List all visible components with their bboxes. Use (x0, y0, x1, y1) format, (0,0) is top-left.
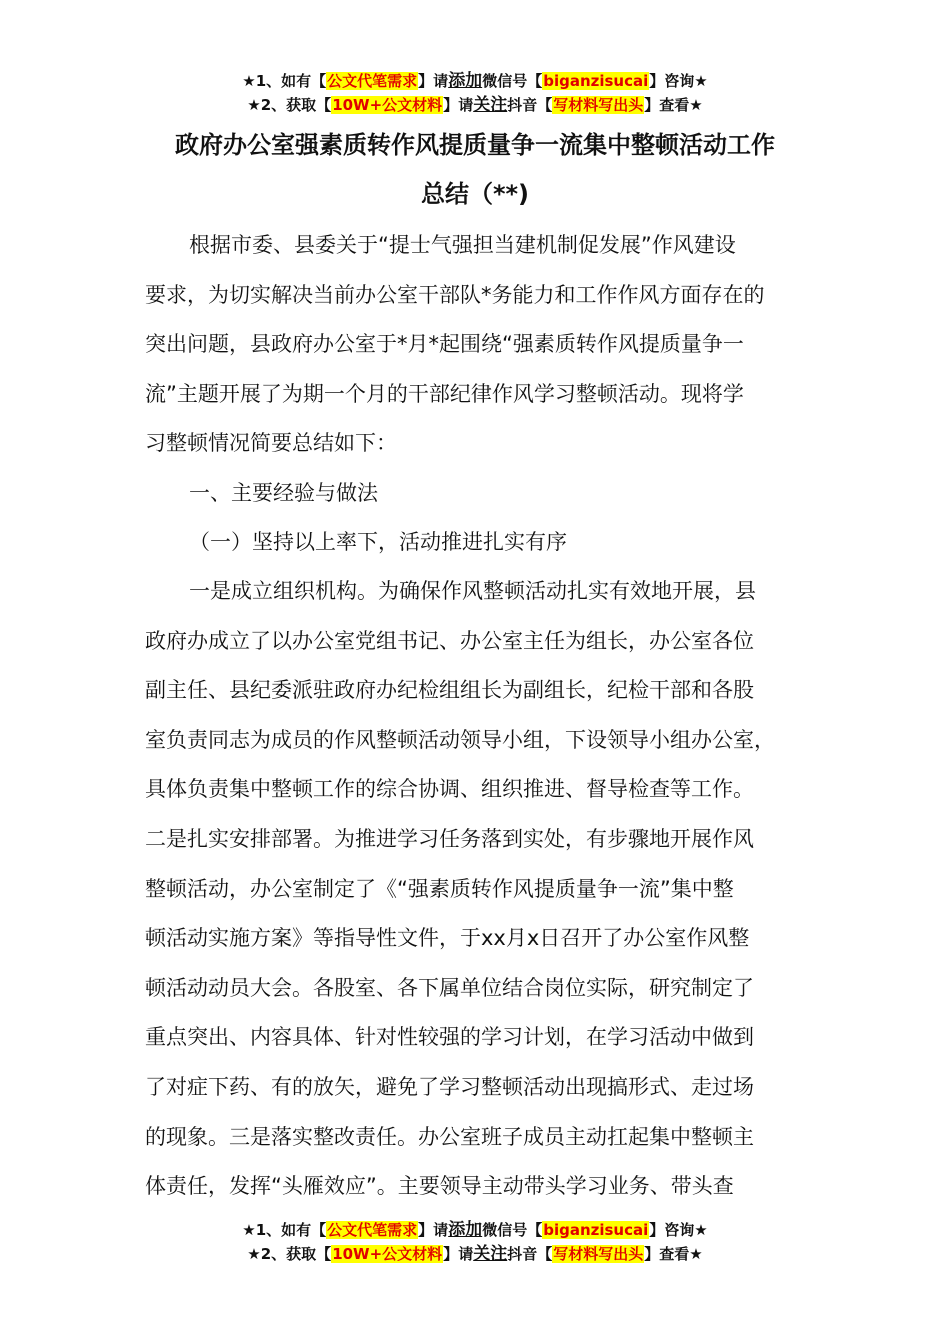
ad-text: 抖音【 (507, 1245, 553, 1263)
ad-text: 】请 (443, 1245, 474, 1263)
ad-text: ★2、获取【 (247, 1245, 332, 1263)
header-ad-line-2 (0, 94, 950, 116)
footer-ad-line-1 (0, 1219, 950, 1241)
document-title-line-1: 政府办公室强素质转作风提质量争一流集中整顿活动工作 (175, 131, 775, 159)
douyin-id-highlight: 写材料写出头 (553, 1245, 644, 1263)
intro-line: 要求，为切实解决当前办公室干部队*务能力和工作作风方面存在的 (145, 282, 765, 307)
body-line: 室负责同志为成员的作风整顿活动领导小组，下设领导小组办公室， (145, 727, 775, 752)
body-line: 二是扎实安排部署。为推进学习任务落到实处，有步骤地开展作风 (145, 826, 754, 851)
ad-text: 抖音【 (507, 96, 553, 114)
ad-text: 微信号【 (482, 72, 543, 90)
ad-text: ★1、如有【 (242, 1221, 327, 1239)
body-line: 整顿活动，办公室制定了《“强素质转作风提质量争一流”集中整 (145, 876, 734, 901)
ad-text: 】请 (418, 1221, 449, 1239)
ad-text: 】咨询★ (649, 72, 708, 90)
body-line: 重点突出、内容具体、针对性较强的学习计划，在学习活动中做到 (145, 1025, 754, 1050)
ad-underline: 关注 (473, 95, 508, 115)
body-line: 了对症下药、有的放矢，避免了学习整顿活动出现搞形式、走过场 (145, 1074, 754, 1099)
ad-text: 微信号【 (482, 1221, 543, 1239)
body-line: 政府办成立了以办公室党组书记、办公室主任为组长，办公室各位 (145, 628, 754, 653)
document-title-line-2: 总结（**) (420, 180, 530, 208)
ad-highlight: 公文代笔需求 (327, 1221, 418, 1239)
intro-line: 突出问题，县政府办公室于*月*起围绕“强素质转作风提质量争一 (145, 332, 744, 357)
ad-underline: 添加 (448, 1220, 483, 1240)
ad-underline: 关注 (473, 1244, 508, 1264)
ad-text: 】请 (418, 72, 449, 90)
intro-paragraph (145, 221, 810, 469)
body-line: 顿活动实施方案》等指导性文件，于xx月x日召开了办公室作风整 (145, 926, 750, 951)
body-line: 的现象。三是落实整改责任。办公室班子成员主动扛起集中整顿主 (145, 1124, 754, 1149)
body-line: 副主任、县纪委派驻政府办纪检组组长为副组长，纪检干部和各股 (145, 678, 754, 703)
ad-text: 】查看★ (644, 96, 703, 114)
ad-text: ★1、如有【 (242, 72, 327, 90)
ad-text: ★2、获取【 (247, 96, 332, 114)
body-line: 体责任，发挥“头雁效应”。主要领导主动带头学习业务、带头查 (145, 1174, 734, 1199)
ad-highlight: 10W+公文材料 (332, 1245, 443, 1263)
header-ad-line-1 (0, 70, 950, 92)
footer-ad-line-2 (0, 1243, 950, 1265)
ad-text: 】请 (443, 96, 474, 114)
douyin-id-highlight: 写材料写出头 (553, 96, 644, 114)
body-line: 一是成立组织机构。为确保作风整顿活动扎实有效地开展，县 (189, 579, 756, 603)
body-line: 具体负责集中整顿工作的综合协调、组织推进、督导检查等工作。 (145, 777, 754, 802)
ad-text: 】咨询★ (649, 1221, 708, 1239)
intro-line: 习整顿情况简要总结如下： (145, 431, 397, 456)
intro-line: 根据市委、县委关于“提士气强担当建机制促发展”作风建设 (189, 233, 736, 257)
ad-highlight: 公文代笔需求 (327, 72, 418, 90)
section-1-heading: 一、主要经验与做法 (189, 481, 378, 505)
intro-line: 流”主题开展了为期一个月的干部纪律作风学习整顿活动。现将学 (145, 381, 744, 406)
ad-text: 】查看★ (644, 1245, 703, 1263)
subsection-heading (145, 518, 810, 568)
wechat-id-highlight: biganzisucai (543, 1221, 649, 1239)
ad-underline: 添加 (448, 71, 483, 91)
subsection-1-heading: （一）坚持以上率下，活动推进扎实有序 (189, 530, 567, 554)
section-heading (145, 469, 810, 519)
ad-highlight: 10W+公文材料 (332, 96, 443, 114)
body-paragraph (145, 567, 810, 1212)
wechat-id-highlight: biganzisucai (543, 72, 649, 90)
body-line: 顿活动动员大会。各股室、各下属单位结合岗位实际，研究制定了 (145, 975, 754, 1000)
